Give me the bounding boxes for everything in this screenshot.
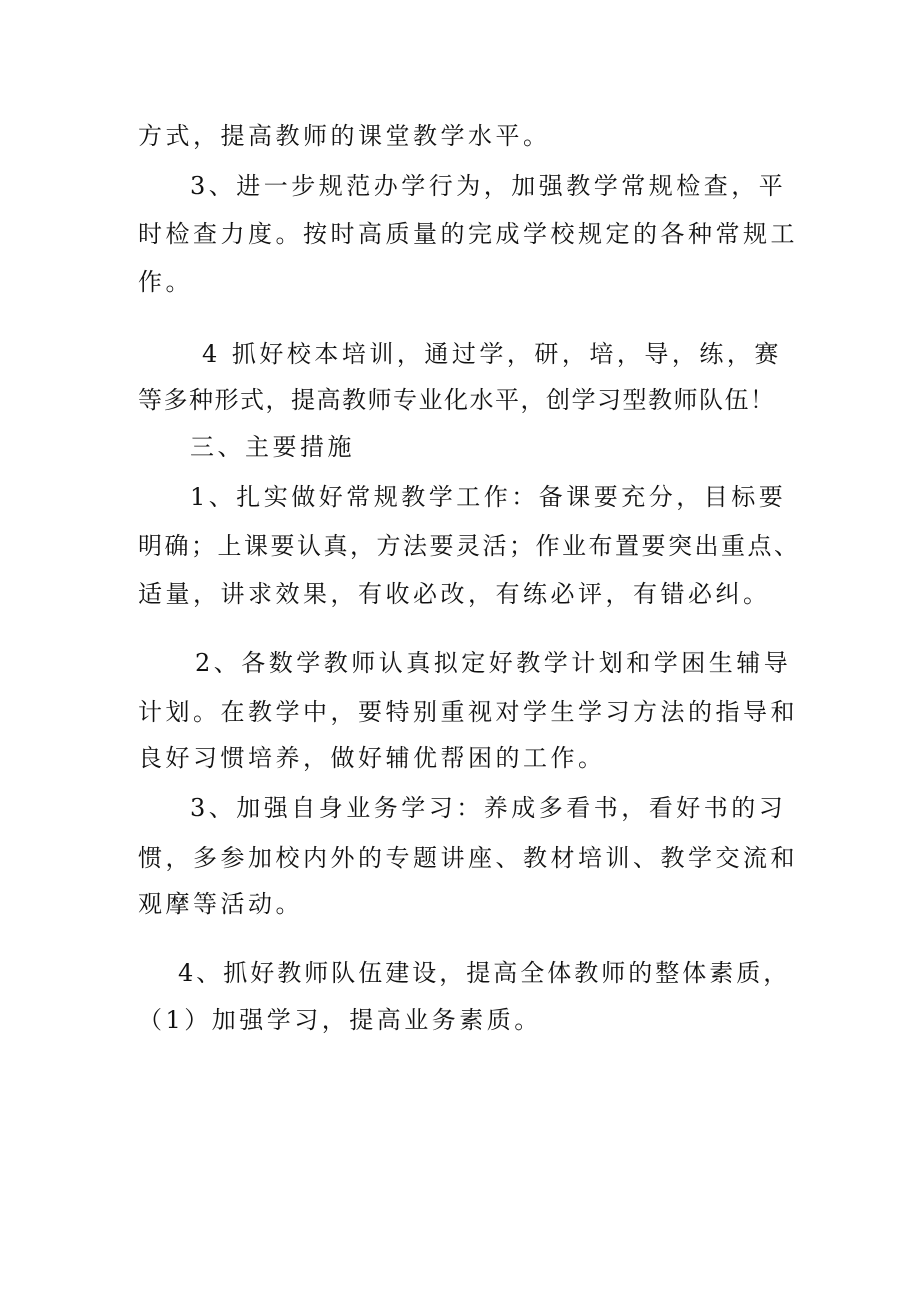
text-line-18: （1）加强学习，提高业务素质。 <box>138 1006 542 1034</box>
text-line-15: 惯，多参加校内外的专题讲座、教材培训、教学交流和 <box>138 844 798 872</box>
text-line-11: 2、各数学教师认真拟定好教学计划和学困生辅导 <box>195 649 792 677</box>
text-line-13: 良好习惯培养，做好辅优帮困的工作。 <box>138 744 606 772</box>
text-line-2: 3、进一步规范办学行为，加强教学常规检查，平 <box>190 172 787 200</box>
section-heading: 三、主要措施 <box>190 433 355 461</box>
text-line-8: 1、扎实做好常规教学工作：备课要充分，目标要 <box>190 483 787 511</box>
text-line-17: 4、抓好教师队伍建设，提高全体教师的整体素质， <box>178 959 791 987</box>
text-line-1: 方式，提高教师的课堂教学水平。 <box>138 122 551 150</box>
text-line-5: 4 抓好校本培训，通过学，研，培，导，练，赛 <box>202 340 782 368</box>
text-line-16: 观摩等活动。 <box>138 890 303 918</box>
text-line-10: 适量，讲求效果，有收必改，有练必评，有错必纠。 <box>138 580 771 608</box>
text-line-4: 作。 <box>138 268 193 296</box>
text-line-9: 明确；上课要认真，方法要灵活；作业布置要突出重点、 <box>138 532 801 560</box>
text-line-14: 3、加强自身业务学习：养成多看书，看好书的习 <box>190 794 787 822</box>
text-line-12: 计划。在教学中，要特别重视对学生学习方法的指导和 <box>138 698 798 726</box>
text-line-6: 等多种形式，提高教师专业化水平，创学习型教师队伍！ <box>138 386 776 414</box>
text-line-3: 时检查力度。按时高质量的完成学校规定的各种常规工 <box>138 220 798 248</box>
